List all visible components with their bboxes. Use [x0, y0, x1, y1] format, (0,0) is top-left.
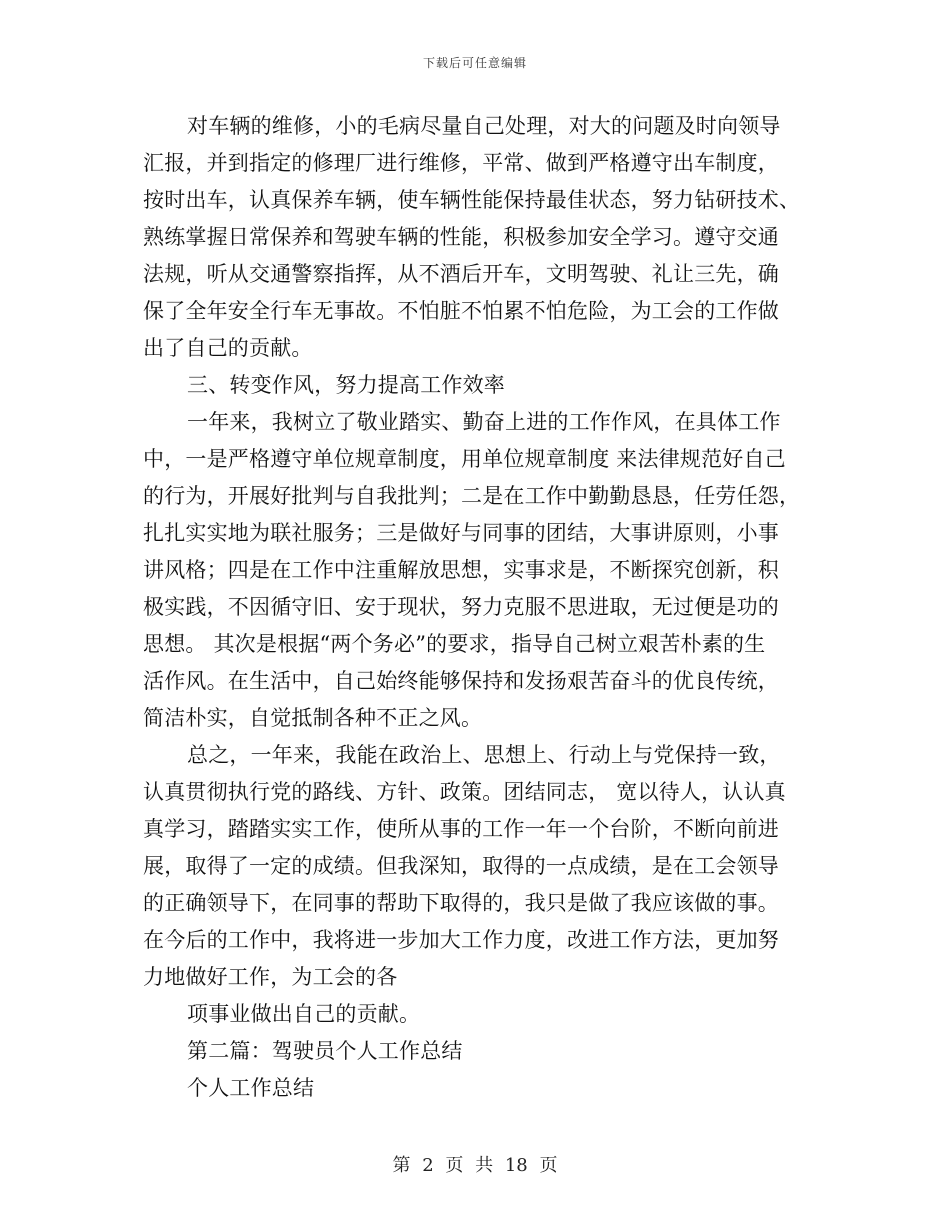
body-line: 思想。 其次是根据“两个务必”的要求，指导自己树立艰苦朴素的生 — [143, 632, 766, 656]
section-heading: 个人工作总结 — [187, 1076, 315, 1100]
body-line: 汇报，并到指定的修理厂进行维修，平常、做到严格遵守出车制度， — [143, 151, 779, 175]
body-line: 讲风格；四是在工作中注重解放思想，实事求是，不断探究创新，积 — [143, 558, 779, 582]
body-line: 按时出车，认真保养车辆，使车辆性能保持最佳状态，努力钻研技术、 — [143, 188, 801, 212]
body-line: 项事业做出自己的贡献。 — [187, 1002, 421, 1026]
document-body — [143, 108, 808, 1107]
body-line: 扎扎实实地为联社服务；三是做好与同事的团结，大事讲原则，小事 — [143, 521, 779, 545]
section-heading: 三、转变作风，努力提高工作效率 — [187, 373, 505, 397]
body-line: 保了全年安全行车无事故。不怕脏不怕累不怕危险，为工会的工作做 — [143, 299, 779, 323]
page-number: 第 2 页 共 18 页 — [392, 1155, 558, 1176]
section-heading: 第二篇：驾驶员个人工作总结 — [187, 1039, 463, 1063]
body-line: 真学习，踏踏实实工作，使所从事的工作一年一个台阶，不断向前进 — [143, 817, 779, 841]
body-line: 一年来，我树立了敬业踏实、勤奋上进的工作作风，在具体工作 — [187, 410, 781, 434]
body-line: 总之，一年来，我能在政治上、思想上、行动上与党保持一致， — [187, 743, 781, 767]
body-line: 的正确领导下，在同事的帮助下取得的，我只是做了我应该做的事。 — [143, 891, 779, 915]
body-line: 的行为，开展好批判与自我批判；二是在工作中勤勤恳恳，任劳任怨， — [143, 484, 801, 508]
body-line: 展，取得了一定的成绩。但我深知，取得的一点成绩，是在工会领导 — [143, 854, 779, 878]
body-line: 活作风。在生活中，自己始终能够保持和发扬艰苦奋斗的优良传统， — [143, 669, 779, 693]
body-line: 熟练掌握日常保养和驾驶车辆的性能，积极参加安全学习。遵守交通 — [143, 225, 779, 249]
body-line: 法规，听从交通警察指挥，从不酒后开车，文明驾驶、礼让三先，确 — [143, 262, 779, 286]
page-header-note: 下载后可任意编辑 — [422, 56, 527, 70]
body-line: 对车辆的维修，小的毛病尽量自己处理，对大的问题及时向领导 — [187, 114, 781, 138]
body-line: 简洁朴实，自觉抵制各种不正之风。 — [143, 706, 483, 730]
body-line: 力地做好工作，为工会的各 — [143, 965, 398, 989]
body-line: 在今后的工作中，我将进一步加大工作力度，改进工作方法，更加努 — [143, 928, 779, 952]
body-line: 出了自己的贡献。 — [143, 336, 313, 360]
body-line: 极实践，不因循守旧、安于现状，努力克服不思进取，无过便是功的 — [143, 595, 779, 619]
body-line: 认真贯彻执行党的路线、方针、政策。团结同志， 宽以待人，认认真 — [143, 780, 786, 804]
body-line: 中，一是严格遵守单位规章制度，用单位规章制度 来法律规范好自己 — [143, 447, 786, 471]
